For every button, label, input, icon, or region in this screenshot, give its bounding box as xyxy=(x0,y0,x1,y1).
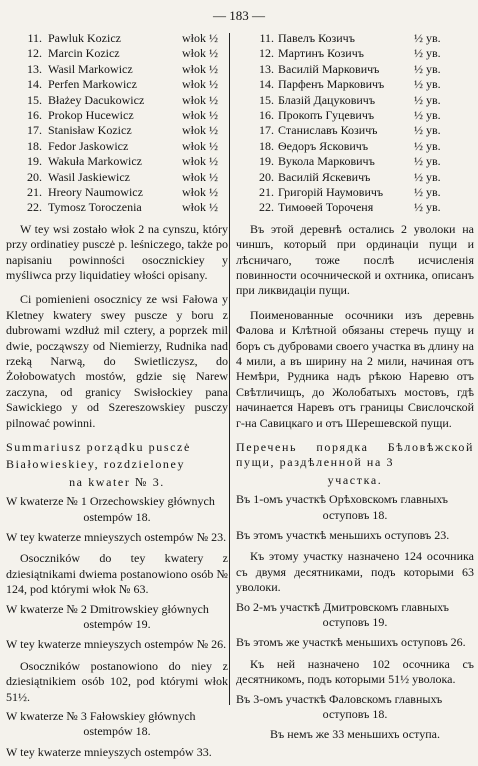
roster-row xyxy=(6,123,228,138)
russian-paragraph-guards: Поименованные осочники изъ деревнь Фалова и Клѣтной обязаны стеречь пущу и боръ съ дубровами своего участка въ длину на 4 мили, а въ ширину на 2 мили, начиная отъ Немѣри, Рудника надъ рѣкою Наревю отъ Свѣтличищъ, до Жолобатыхъ мостовъ, гдѣ начинается Наревъ отъ границы Свислочской г-на Савицкаго и отъ Шерешевской пущи. xyxy=(236,307,474,430)
row-name: Вукола Марковичъ xyxy=(278,154,375,169)
row-number: 22. xyxy=(259,200,274,215)
row-unit: ½ ув. xyxy=(414,31,441,45)
row-unit: włok ½ xyxy=(182,154,218,169)
row-unit: ½ ув. xyxy=(414,92,441,107)
page-number: — 183 — xyxy=(213,8,265,23)
row-unit: włok ½ xyxy=(182,92,218,107)
polish-quarter-3 xyxy=(6,709,228,740)
polish-quarter-2 xyxy=(6,602,228,633)
quarter-title: W kwaterze № 2 Dmitrowskiey głównych xyxy=(6,601,209,616)
quarter-title: Во 2-мъ участкѣ Дмитровскомъ главныхъ xyxy=(236,599,449,614)
quarter-minor-count: W tey kwaterze mnieyszych ostempów № 23. xyxy=(6,530,227,544)
roster-row xyxy=(236,200,474,215)
roster-row xyxy=(6,62,228,77)
roster-row xyxy=(6,170,228,185)
row-number: 13. xyxy=(27,61,42,76)
row-name: Блазій Дацуковичъ xyxy=(278,92,376,107)
roster-row xyxy=(6,185,228,200)
roster-row xyxy=(236,46,474,61)
row-number: 12. xyxy=(259,46,274,61)
row-name: Perfen Markowicz xyxy=(48,77,137,92)
quarter-title: Въ 1-омъ участкѣ Орѣховскомъ главныхъ xyxy=(236,492,449,507)
row-number: 21. xyxy=(259,184,274,199)
russian-paragraph-census: Въ этой деревнѣ остались 2 уволоки на чиншъ, который при ординаціи пущи и лѣсничаго, тоже послѣ исчисленія повинности осочнической и охтника, описанъ при ликвидаціи пущи. xyxy=(236,221,474,298)
quarter-main-count: оступовъ 19. xyxy=(322,615,388,630)
quarter-title: W kwaterze № 1 Orzechowskiey głównych xyxy=(6,494,215,509)
polish-column xyxy=(6,31,228,766)
row-unit: ½ ув. xyxy=(414,200,441,215)
row-number: 14. xyxy=(27,77,42,92)
quarter-main-count: ostempów 19. xyxy=(83,617,151,632)
row-name: Pawluk Kozicz xyxy=(48,31,121,45)
roster-row xyxy=(236,154,474,169)
row-number: 18. xyxy=(27,138,42,153)
roster-row xyxy=(236,31,474,46)
row-unit: włok ½ xyxy=(182,77,218,92)
roster-row xyxy=(6,139,228,154)
quarter-minor-count: W tey kwaterze mnieyszych ostempów № 26. xyxy=(6,637,227,652)
roster-row xyxy=(6,93,228,108)
row-unit: włok ½ xyxy=(182,184,218,199)
russian-quarter-2 xyxy=(236,600,474,631)
row-name: Тимоѳей Тороченя xyxy=(278,200,374,215)
row-number: 11. xyxy=(259,31,274,45)
row-unit: ½ ув. xyxy=(414,77,441,92)
row-name: Prokop Hucewicz xyxy=(48,107,134,122)
quarter-guards-note: Къ этому участку назначено 124 осочника съ двумя десятниками, подъ которыми 63 уволоки. xyxy=(236,549,474,595)
russian-roster xyxy=(236,31,474,216)
row-unit: ½ ув. xyxy=(414,154,441,169)
roster-row xyxy=(236,108,474,123)
row-unit: ½ ув. xyxy=(414,61,441,76)
row-number: 22. xyxy=(27,200,42,215)
row-number: 19. xyxy=(259,154,274,169)
roster-row xyxy=(6,154,228,169)
row-name: Станиславъ Козичъ xyxy=(278,123,378,138)
roster-row xyxy=(6,77,228,92)
row-unit: ½ ув. xyxy=(414,46,441,61)
row-number: 17. xyxy=(259,123,274,138)
row-number: 12. xyxy=(27,46,42,61)
row-name: Ѳедоръ Ясковичъ xyxy=(278,138,369,153)
row-name: Wasil Markowicz xyxy=(48,61,133,76)
roster-row xyxy=(236,139,474,154)
quarter-guards-note: Osoczników postanowiono do niey z dziesiątnikiem osób 102, pod którymi włok 51½. xyxy=(6,658,228,704)
row-number: 20. xyxy=(259,169,274,184)
quarter-main-count: ostempów 18. xyxy=(83,724,151,739)
row-number: 18. xyxy=(259,138,274,153)
polish-summary-heading-line3: na kwater № 3. xyxy=(69,474,165,489)
row-name: Парфенъ Марковичъ xyxy=(278,77,385,92)
quarter-title: Въ 3-омъ участкѣ Фаловскомъ главныхъ xyxy=(236,691,443,706)
quarter-minor-count: Въ этомъ участкѣ меньшихъ оступовъ 23. xyxy=(236,528,450,542)
row-name: Marcin Kozicz xyxy=(48,46,120,61)
row-name: Hreory Naumowicz xyxy=(48,184,143,199)
roster-row xyxy=(236,62,474,77)
row-name: Василій Марковичъ xyxy=(278,61,380,76)
quarter-minor-count: Въ этомъ же участкѣ меньшихъ оступовъ 26. xyxy=(236,635,466,650)
row-unit: włok ½ xyxy=(182,61,218,76)
row-number: 15. xyxy=(259,92,274,107)
row-unit: ½ ув. xyxy=(414,184,441,199)
quarter-main-count: ostempów 18. xyxy=(83,509,151,524)
russian-quarter-1 xyxy=(236,492,474,523)
roster-row xyxy=(6,200,228,215)
row-unit: włok ½ xyxy=(182,107,218,122)
row-unit: włok ½ xyxy=(182,138,218,153)
roster-row xyxy=(6,46,228,61)
roster-row xyxy=(236,123,474,138)
roster-row xyxy=(236,170,474,185)
quarter-main-count: оступовъ 18. xyxy=(322,507,388,522)
row-name: Fedor Jaskowicz xyxy=(48,138,129,153)
row-number: 17. xyxy=(27,123,42,138)
quarter-minor-count: W tey kwaterze mnieyszych ostempów 33. xyxy=(6,744,212,759)
russian-summary-heading-line2: участка. xyxy=(327,472,383,487)
polish-roster xyxy=(6,31,228,216)
quarter-guards-note: Osoczników do tey kwatery z dziesiątnikami dwiema postanowiono osób № 124, pod którymi włok № 63. xyxy=(6,551,228,597)
row-number: 16. xyxy=(27,107,42,122)
row-name: Григорій Наумовичъ xyxy=(278,184,384,199)
row-name: Павелъ Козичъ xyxy=(278,31,355,45)
column-divider xyxy=(229,33,230,705)
row-name: Прокопъ Гуцевичъ xyxy=(278,107,375,122)
row-number: 20. xyxy=(27,169,42,184)
row-name: Błażey Dacukowicz xyxy=(48,92,145,107)
row-number: 15. xyxy=(27,92,42,107)
roster-row xyxy=(236,185,474,200)
row-unit: włok ½ xyxy=(182,123,218,138)
row-unit: włok ½ xyxy=(182,46,218,61)
russian-summary-heading-line1: Перечень порядка Бѣловѣжской пущи, раздѣленной на 3 xyxy=(236,439,474,470)
roster-row xyxy=(6,108,228,123)
polish-summary-heading-line1: Summariusz porządku pusczė xyxy=(6,439,191,454)
row-number: 21. xyxy=(27,184,42,199)
quarter-main-count: оступовъ 18. xyxy=(322,707,388,722)
row-name: Wakuła Markowicz xyxy=(48,154,142,169)
row-unit: ½ ув. xyxy=(414,169,441,184)
row-number: 13. xyxy=(259,61,274,76)
russian-quarter-3 xyxy=(236,692,474,723)
row-name: Stanisław Kozicz xyxy=(48,123,132,138)
roster-row xyxy=(236,77,474,92)
roster-row xyxy=(6,31,228,46)
row-unit: ½ ув. xyxy=(414,123,441,138)
row-name: Мартинъ Козичъ xyxy=(278,46,364,61)
row-number: 16. xyxy=(259,107,274,122)
polish-summary-heading-line2: Białowieskiey, rozdzieloney xyxy=(6,457,186,472)
row-name: Wasil Jaskiewicz xyxy=(48,169,131,184)
row-unit: włok ½ xyxy=(182,200,218,215)
row-unit: włok ½ xyxy=(182,169,218,184)
quarter-guards-note: Къ ней назначено 102 осочника съ десятникомъ, подъ которыми 51½ уволока. xyxy=(236,656,474,687)
quarter-minor-count: Въ немъ же 33 меньшихъ оступа. xyxy=(270,727,440,742)
polish-quarter-1 xyxy=(6,494,228,525)
quarter-title: W kwaterze № 3 Fałowskiey głównych xyxy=(6,709,196,724)
row-number: 14. xyxy=(259,77,274,92)
row-name: Tymosz Toroczenia xyxy=(48,200,142,215)
russian-column xyxy=(236,31,474,749)
row-number: 19. xyxy=(27,154,42,169)
polish-paragraph-guards: Ci pomienieni osocznicy ze wsi Fałowa y Kletney kwatery swey puscze y boru z dubrowami wzdłuż mil cztery, a poprzek mil dwie, począwszy od Niemierzy, Rudnika nad rzeką Narwą, do Swietliczysz, do Żołobowatych mostów, gdzie się Narew zaczyna, od granicy Swisłockiey pana Sawickiego y od Szereszowskiey pusczy pilnować powinni. xyxy=(6,292,228,430)
polish-paragraph-census: W tey wsi zostało włok 2 na cynszu, który przy ordinatiey pusczė p. leśniczego, także po napisaniu powinności osocznickiey y myśliwca przy liquidatiey włości opisany. xyxy=(6,221,228,282)
roster-row xyxy=(236,93,474,108)
row-unit: włok ½ xyxy=(182,31,218,45)
row-number: 11. xyxy=(27,31,42,45)
row-name: Василій Яскевичъ xyxy=(278,169,371,184)
row-unit: ½ ув. xyxy=(414,107,441,122)
row-unit: ½ ув. xyxy=(414,138,441,153)
